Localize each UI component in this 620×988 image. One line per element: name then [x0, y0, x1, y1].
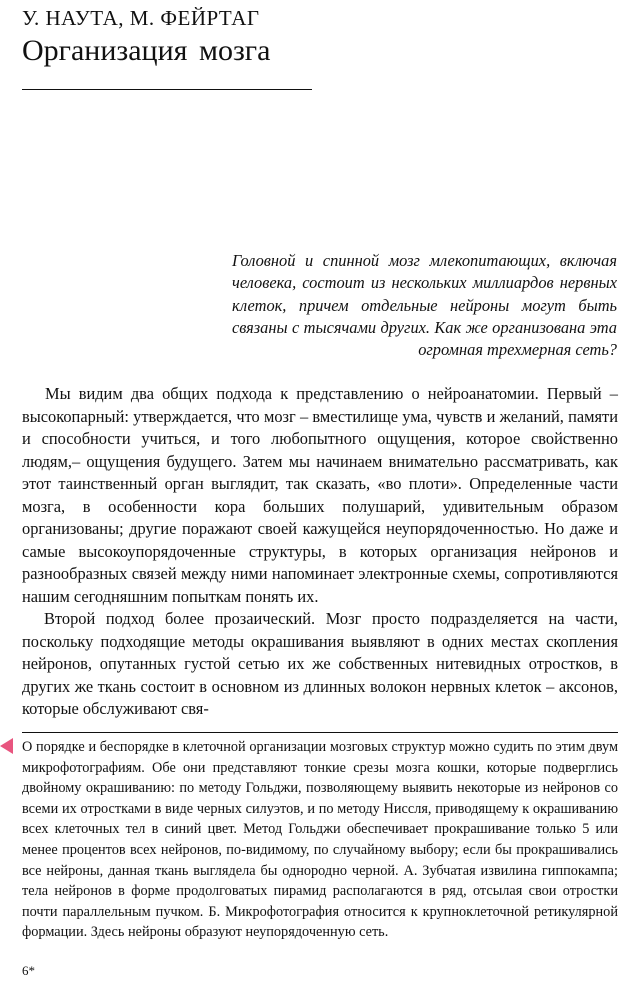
article-authors: У. НАУТА, М. ФЕЙРТАГ — [22, 6, 260, 30]
lead-summary: Головной и спинной мозг млекопитающих, включая человека, состоит из нескольких миллиардов нервных клеток, причем отдельные нейроны могут быть связаны с тысячами других. Как же организована эта огромная трехмерная сеть? — [232, 251, 617, 360]
page-number: 6* — [22, 963, 35, 978]
body-paragraph-1: Мы видим два общих подхода к представлению о нейроанатомии. Первый – высокопарный: утверждается, что мозг – вместилище ума, чувств и желаний, памяти и способности учиться, и того любопытного ощущения, которое свойственно людям,– ощущения будущего. Затем мы начинаем внимательно рассматривать, как этот таинственный орган выглядит, так сказать, «во плоти». Определенные части мозга, в особенности кора больших полушарий, удивительным образом организованы; другие поражают своей кажущейся неупорядоченностью. Но даже и самые высокоупорядоченные структуры, в которых организация нейронов и разнообразных связей между ними напоминает электронные схемы, сопротивляются нашим сегодняшним попыткам понять их. — [22, 384, 618, 606]
article-body — [22, 383, 618, 721]
figure-caption: О порядке и беспорядке в клеточной организации мозговых структур можно судить по этим двум микрофотографиям. Обе они представляют тонкие срезы мозга кошки, которые подверглись двойному окрашиванию: по методу Гольджи, позволяющему выявить некоторые из нейронов со всеми их отростками в виде черных силуэтов, и по методу Ниссля, приводящему к окрашиванию всех клеточных тел в синий цвет. Метод Гольджи обеспечивает прокрашивание только 5 или менее процентов всех нейронов, по-видимому, по случайному выбору; если бы прокрашивались все нейроны, данная ткань выглядела бы однородно черной. А. Зубчатая извилина гиппокампа; тела нейронов в форме продолговатых пирамид располагаются в ряд, отсылая свои отростки почти параллельным пучком. Б. Микрофотография относится к крупноклеточной ретикулярной формации. Здесь нейроны образуют неупорядоченную сеть. — [22, 739, 618, 941]
caption-divider — [22, 732, 618, 733]
title-divider — [22, 89, 312, 90]
body-paragraph-2: Второй подход более прозаический. Мозг просто подразделяется на части, поскольку подходящие методы окрашивания выявляют в одних местах скопления нейронов, опутанных густой сетью их же собственных нитевидных отростков, в других же ткань состоит в основном из длинных волокон нервных клеток – аксонов, которые обслуживают свя- — [22, 609, 618, 718]
article-title: Организация мозга — [22, 34, 271, 67]
caption-marker-triangle-icon — [0, 738, 13, 754]
